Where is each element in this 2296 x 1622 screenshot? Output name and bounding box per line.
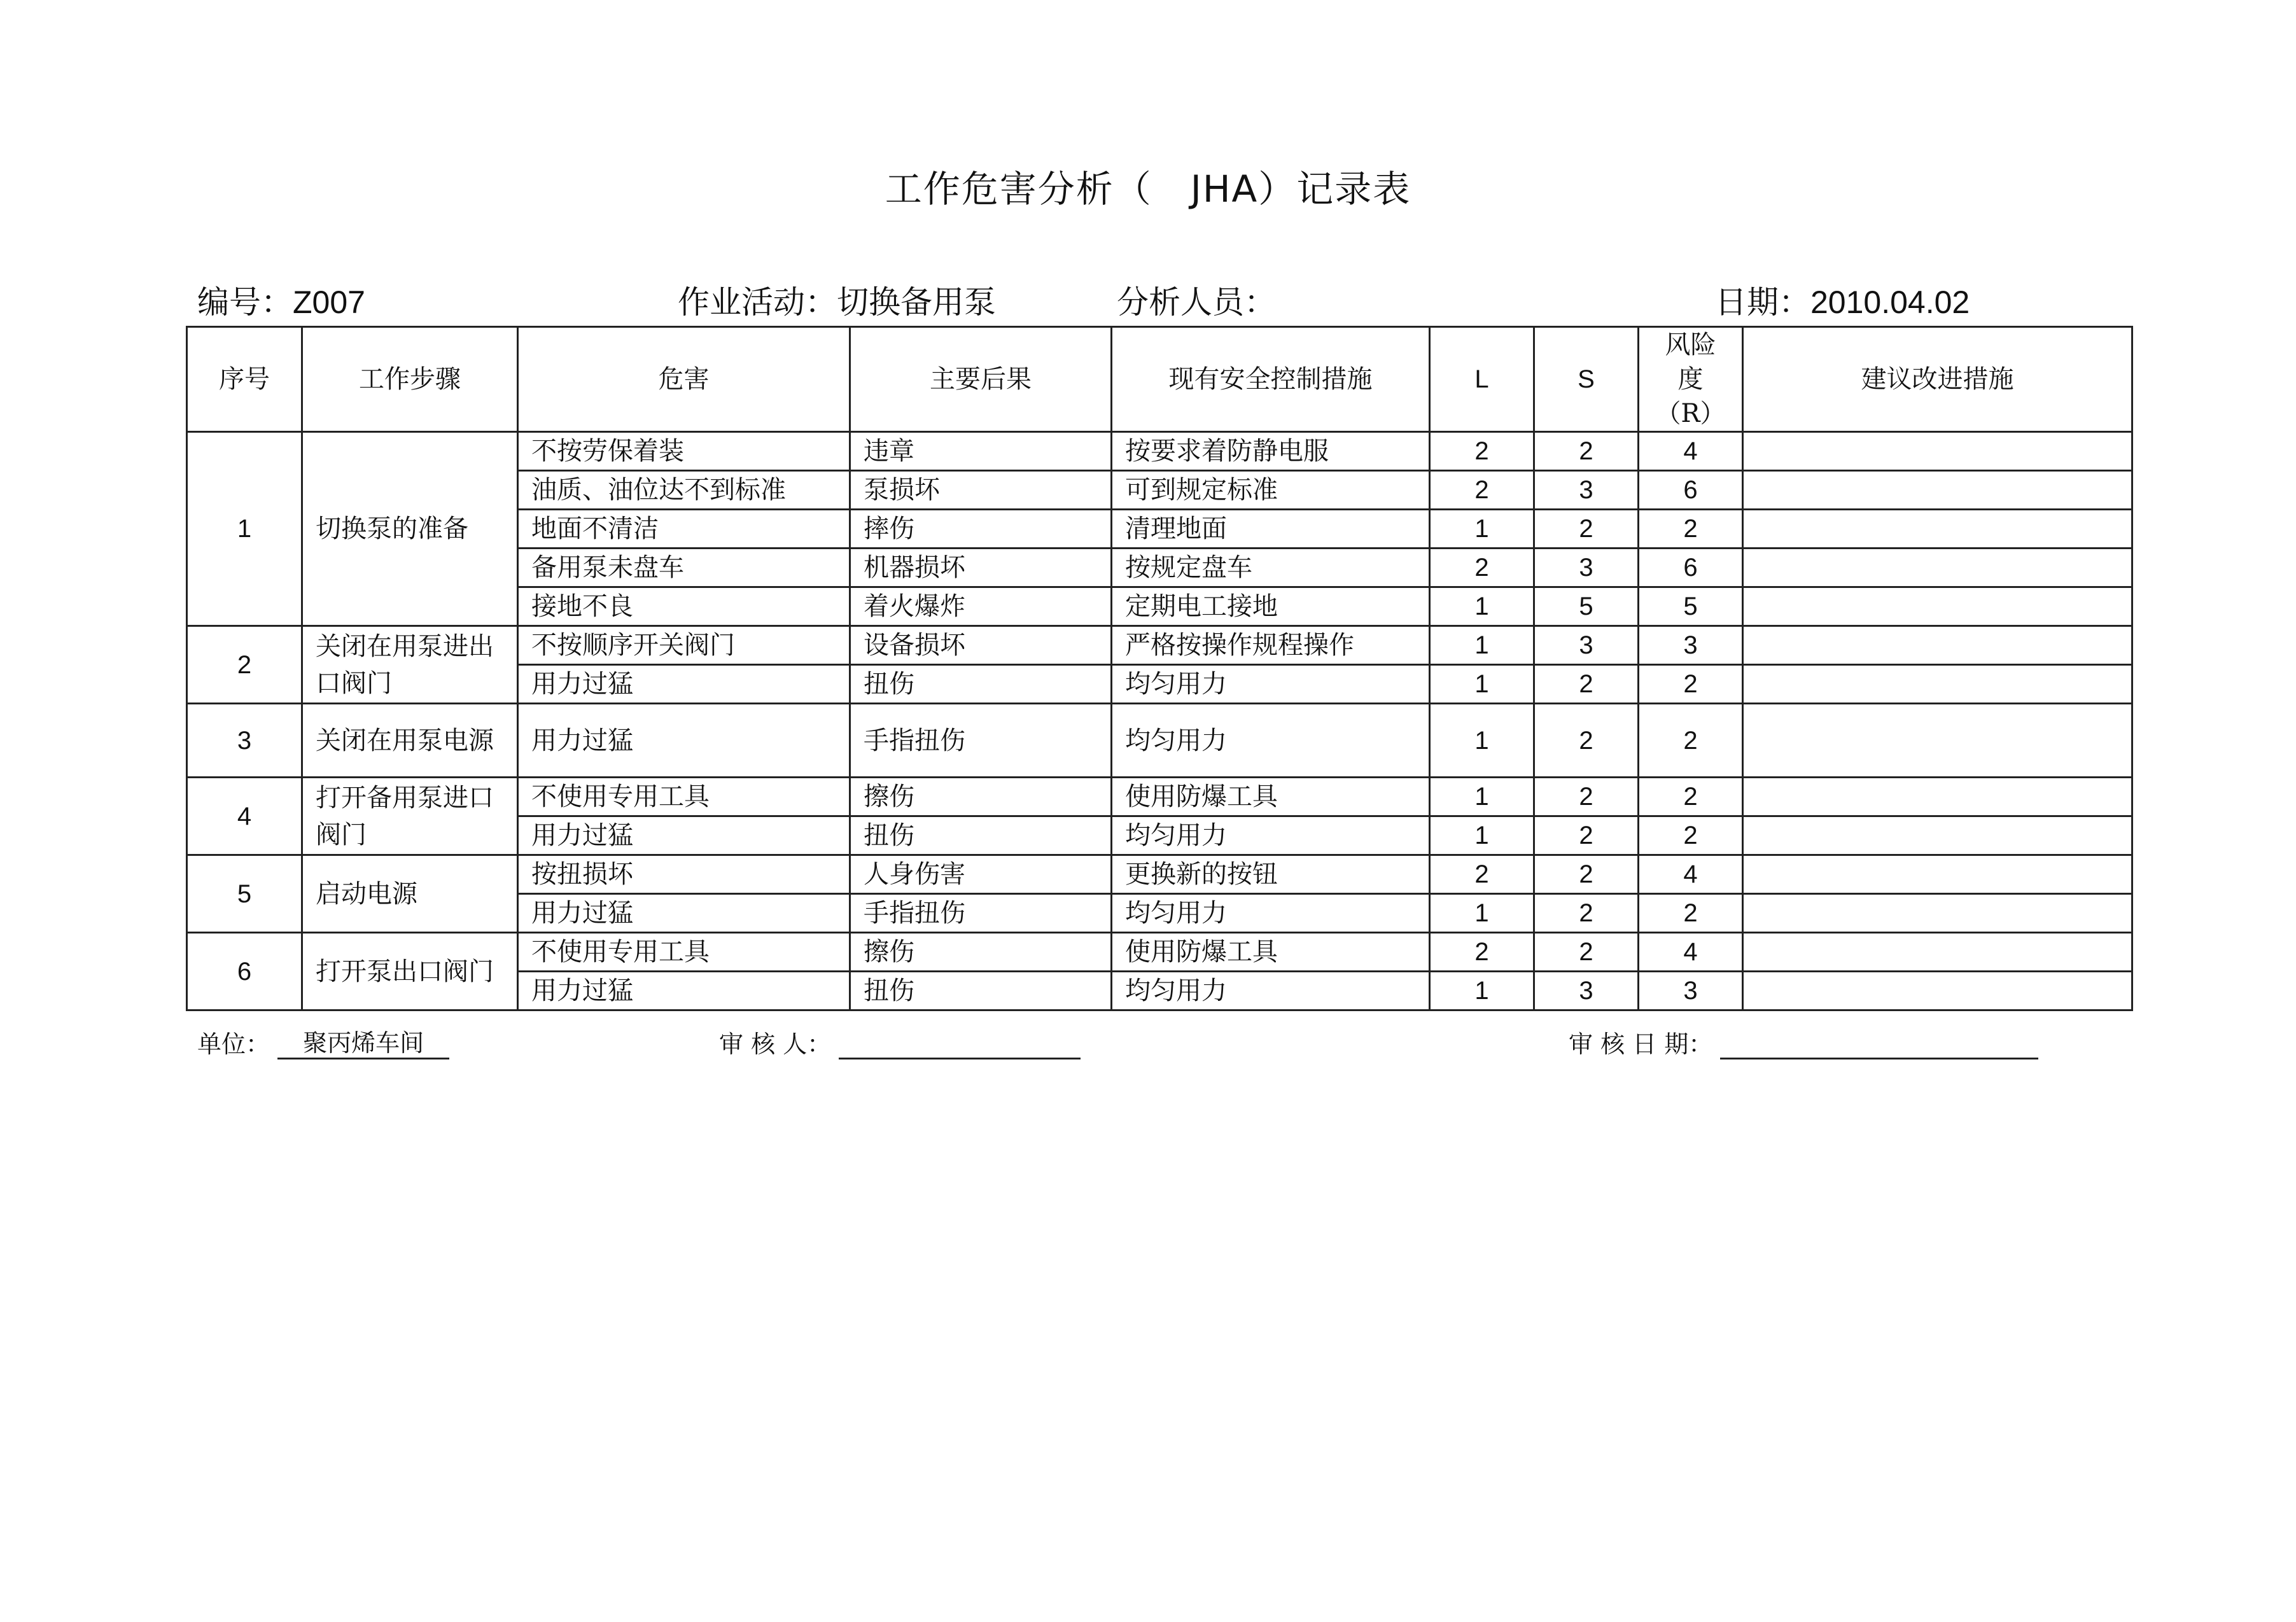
analyst [1117,277,1276,323]
cell-consequence: 机器损坏 [850,549,1112,587]
cell-seq: 4 [187,778,302,855]
footer-reviewer-label: 审 核 人： [719,1030,832,1058]
cell-consequence: 手指扭伤 [850,704,1112,778]
table-row [187,626,2132,665]
cell-step: 打开泵出口阀门 [302,933,518,1010]
cell-s: 2 [1534,432,1639,471]
cell-l: 1 [1430,972,1534,1010]
cell-l: 2 [1430,471,1534,510]
cell-risk: 6 [1639,549,1743,587]
header-hazard: 危害 [518,327,850,432]
cell-hazard: 用力过猛 [518,894,850,933]
cell-suggestion[interactable] [1743,972,2132,1010]
cell-hazard: 不按顺序开关阀门 [518,626,850,665]
cell-seq: 2 [187,626,302,704]
page-title: 工作危害分析（ JHA）记录表 [885,167,1411,211]
cell-consequence: 扭伤 [850,816,1112,855]
cell-control: 定期电工接地 [1112,587,1430,626]
cell-hazard: 地面不清洁 [518,510,850,549]
cell-l: 1 [1430,665,1534,704]
work-activity-value: 切换备用泵 [837,284,996,321]
cell-s: 2 [1534,778,1639,816]
footer-review-date [1569,1024,2038,1059]
analyst-label: 分析人员： [1117,284,1276,321]
cell-hazard: 用力过猛 [518,665,850,704]
cell-suggestion[interactable] [1743,933,2132,972]
cell-hazard: 油质、油位达不到标准 [518,471,850,510]
header-step: 工作步骤 [302,327,518,432]
cell-s: 3 [1534,549,1639,587]
cell-control: 按规定盘车 [1112,549,1430,587]
record-code [197,277,365,323]
cell-consequence: 手指扭伤 [850,894,1112,933]
cell-l: 1 [1430,894,1534,933]
cell-consequence: 设备损坏 [850,626,1112,665]
cell-s: 2 [1534,510,1639,549]
footer-reviewer-line[interactable] [839,1028,1081,1059]
footer-review-date-label: 审 核 日 期： [1569,1030,1713,1058]
header-l: L [1430,327,1534,432]
cell-control: 均匀用力 [1112,665,1430,704]
cell-l: 1 [1430,510,1534,549]
cell-suggestion[interactable] [1743,549,2132,587]
cell-s: 2 [1534,933,1639,972]
cell-risk: 4 [1639,432,1743,471]
cell-control: 均匀用力 [1112,816,1430,855]
footer-reviewer [719,1024,1081,1059]
header-risk-line2: 度（R） [1655,365,1726,428]
cell-step: 打开备用泵进口阀门 [302,778,518,855]
cell-step: 启动电源 [302,855,518,933]
record-code-label: 编号： [197,284,293,321]
cell-seq: 1 [187,432,302,626]
jha-table [186,326,2133,1011]
cell-s: 2 [1534,665,1639,704]
cell-hazard: 用力过猛 [518,704,850,778]
cell-s: 3 [1534,972,1639,1010]
header-risk-line1: 风险 [1665,330,1716,360]
cell-l: 2 [1430,933,1534,972]
record-date-label: 日期： [1715,284,1810,321]
cell-control: 使用防爆工具 [1112,933,1430,972]
table-row [187,933,2132,972]
cell-l: 2 [1430,432,1534,471]
cell-control: 严格按操作规程操作 [1112,626,1430,665]
cell-l: 1 [1430,816,1534,855]
cell-hazard: 不按劳保着装 [518,432,850,471]
header-control: 现有安全控制措施 [1112,327,1430,432]
cell-suggestion[interactable] [1743,432,2132,471]
cell-hazard: 备用泵未盘车 [518,549,850,587]
cell-control: 可到规定标准 [1112,471,1430,510]
cell-suggestion[interactable] [1743,855,2132,894]
cell-hazard: 不使用专用工具 [518,778,850,816]
cell-consequence: 扭伤 [850,972,1112,1010]
cell-hazard: 不使用专用工具 [518,933,850,972]
cell-s: 2 [1534,816,1639,855]
cell-risk: 2 [1639,704,1743,778]
cell-seq: 6 [187,933,302,1010]
cell-seq: 5 [187,855,302,933]
cell-l: 2 [1430,855,1534,894]
cell-consequence: 擦伤 [850,933,1112,972]
cell-control: 更换新的按钮 [1112,855,1430,894]
cell-risk: 3 [1639,626,1743,665]
header-suggestion: 建议改进措施 [1743,327,2132,432]
cell-s: 5 [1534,587,1639,626]
cell-risk: 5 [1639,587,1743,626]
header-s: S [1534,327,1639,432]
cell-suggestion[interactable] [1743,471,2132,510]
cell-hazard: 用力过猛 [518,972,850,1010]
cell-s: 3 [1534,626,1639,665]
cell-risk: 2 [1639,816,1743,855]
cell-control: 使用防爆工具 [1112,778,1430,816]
cell-hazard: 接地不良 [518,587,850,626]
cell-step: 切换泵的准备 [302,432,518,626]
cell-risk: 2 [1639,510,1743,549]
table-row [187,778,2132,816]
cell-seq: 3 [187,704,302,778]
cell-control: 清理地面 [1112,510,1430,549]
cell-control: 均匀用力 [1112,894,1430,933]
cell-consequence: 人身伤害 [850,855,1112,894]
footer-review-date-line[interactable] [1720,1028,2038,1059]
footer-unit [197,1024,449,1059]
cell-suggestion[interactable] [1743,704,2132,778]
cell-l: 2 [1430,549,1534,587]
cell-suggestion[interactable] [1743,626,2132,665]
cell-hazard: 按扭损坏 [518,855,850,894]
cell-suggestion[interactable] [1743,510,2132,549]
cell-s: 3 [1534,471,1639,510]
cell-s: 2 [1534,894,1639,933]
cell-suggestion[interactable] [1743,778,2132,816]
cell-l: 1 [1430,778,1534,816]
header-consequence: 主要后果 [850,327,1112,432]
cell-risk: 2 [1639,894,1743,933]
cell-hazard: 用力过猛 [518,816,850,855]
cell-suggestion[interactable] [1743,665,2132,704]
record-date [1715,277,1970,323]
cell-l: 1 [1430,626,1534,665]
footer-unit-value: 聚丙烯车间 [277,1028,449,1059]
cell-risk: 3 [1639,972,1743,1010]
table-row [187,855,2132,894]
cell-risk: 2 [1639,665,1743,704]
footer-unit-label: 单位： [197,1030,270,1058]
cell-suggestion[interactable] [1743,587,2132,626]
header-seq: 序号 [187,327,302,432]
cell-risk: 6 [1639,471,1743,510]
work-activity [678,277,996,323]
cell-l: 1 [1430,704,1534,778]
cell-consequence: 泵损坏 [850,471,1112,510]
record-code-value: Z007 [293,284,365,320]
table-header-row [187,327,2132,432]
cell-step: 关闭在用泵进出口阀门 [302,626,518,704]
work-activity-label: 作业活动： [678,284,837,321]
cell-risk: 4 [1639,855,1743,894]
cell-s: 2 [1534,704,1639,778]
cell-suggestion[interactable] [1743,816,2132,855]
cell-step: 关闭在用泵电源 [302,704,518,778]
cell-control: 均匀用力 [1112,704,1430,778]
cell-s: 2 [1534,855,1639,894]
cell-risk: 4 [1639,933,1743,972]
header-risk [1639,327,1743,432]
cell-consequence: 违章 [850,432,1112,471]
cell-control: 按要求着防静电服 [1112,432,1430,471]
cell-consequence: 扭伤 [850,665,1112,704]
cell-control: 均匀用力 [1112,972,1430,1010]
cell-suggestion[interactable] [1743,894,2132,933]
cell-l: 1 [1430,587,1534,626]
cell-consequence: 着火爆炸 [850,587,1112,626]
table-row [187,432,2132,471]
cell-risk: 2 [1639,778,1743,816]
cell-consequence: 摔伤 [850,510,1112,549]
record-date-value: 2010.04.02 [1810,284,1970,320]
table-row [187,704,2132,778]
jha-table-body [187,432,2132,1010]
cell-consequence: 擦伤 [850,778,1112,816]
